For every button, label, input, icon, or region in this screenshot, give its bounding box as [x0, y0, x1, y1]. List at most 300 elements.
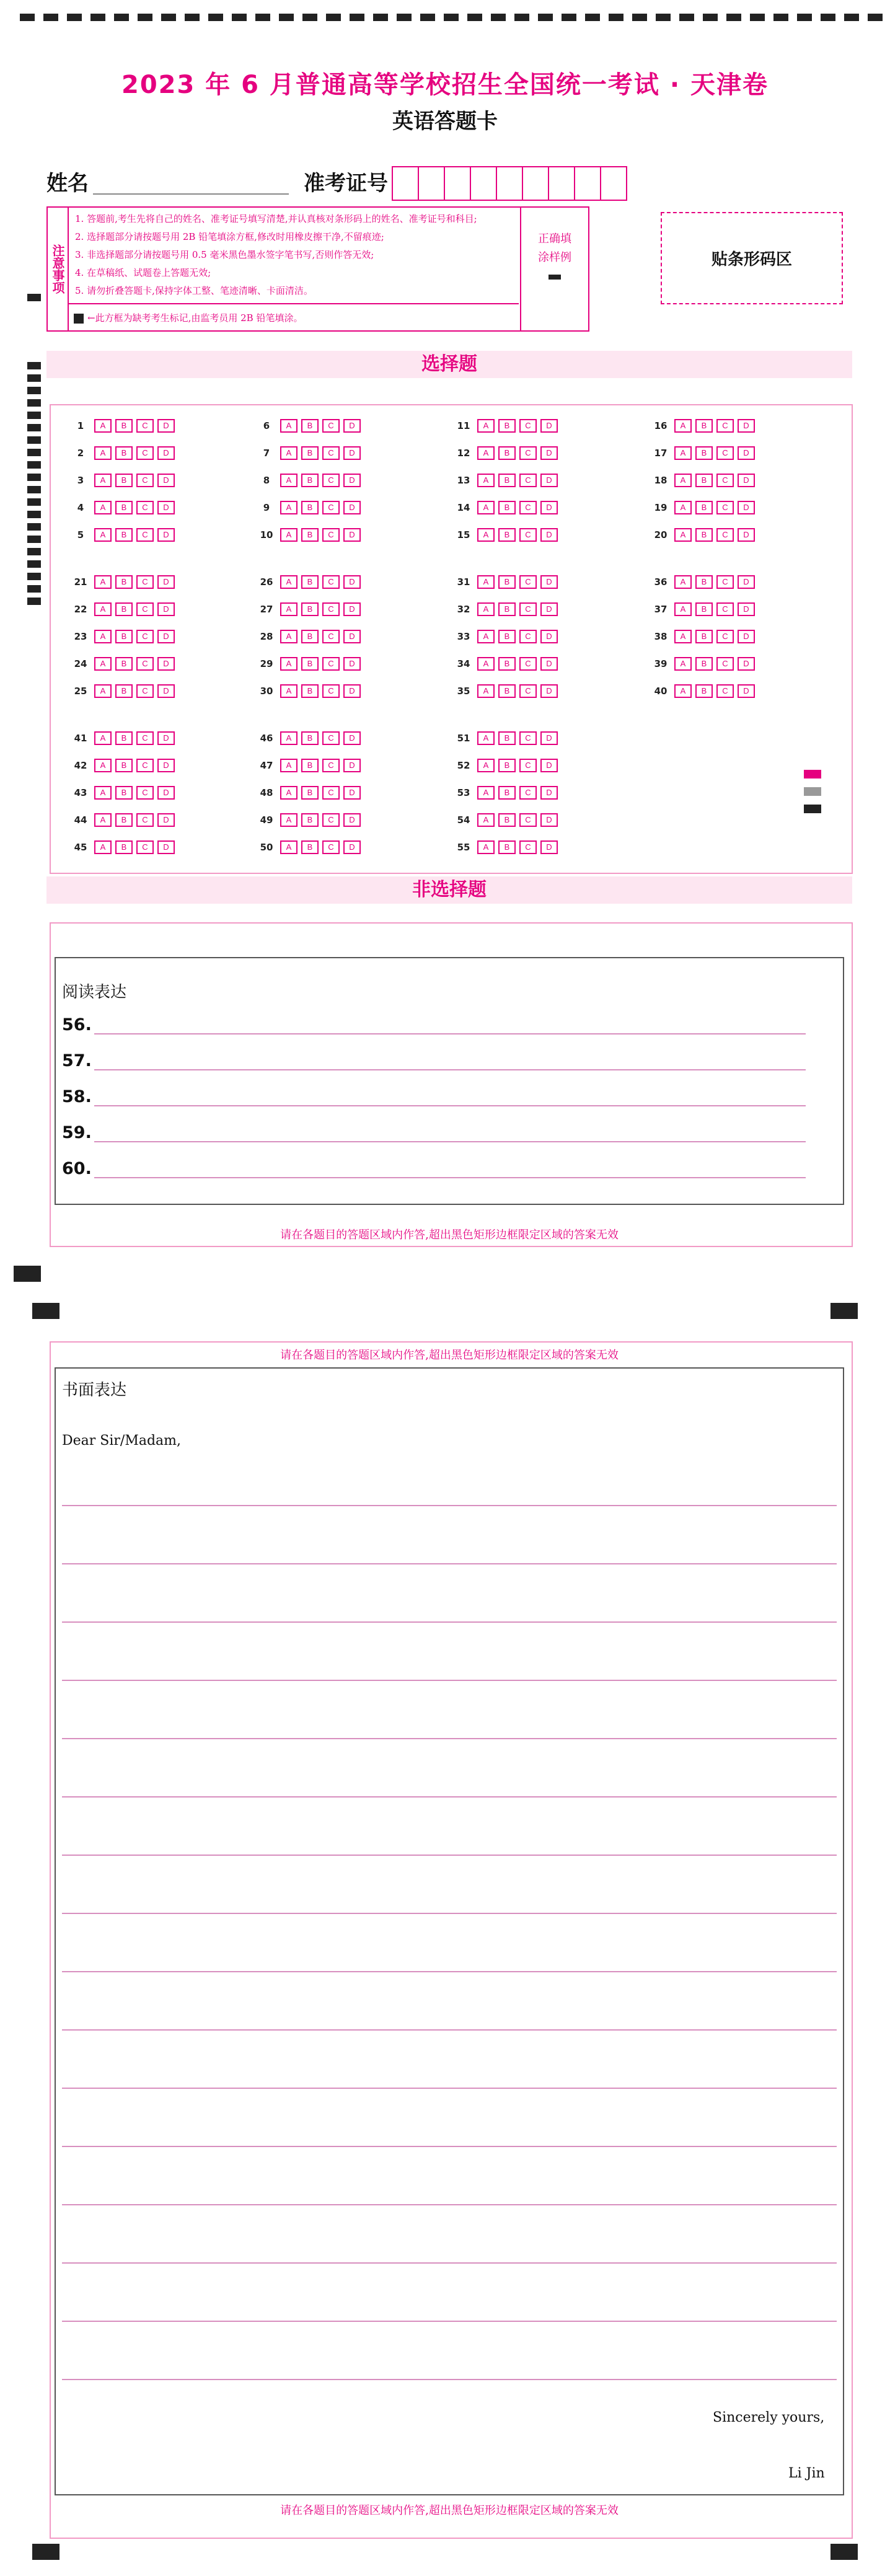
option-bubble-b[interactable]: B: [301, 840, 319, 854]
option-bubble-c[interactable]: C: [716, 630, 734, 643]
id-label: 准考证号: [304, 171, 388, 196]
option-bubble-b[interactable]: B: [301, 786, 319, 800]
option-bubble-d[interactable]: D: [738, 501, 755, 514]
reading-answer-row[interactable]: [62, 1159, 806, 1178]
option-bubble-a[interactable]: A: [280, 759, 297, 772]
timing-mark: [373, 14, 388, 21]
option-bubble-d[interactable]: D: [157, 731, 175, 745]
reading-answer-row[interactable]: [62, 1123, 806, 1142]
timing-mark: [538, 14, 553, 21]
question-row: [67, 657, 178, 671]
question-row: [253, 501, 364, 514]
option-bubble-c[interactable]: C: [519, 575, 537, 589]
writing-line[interactable]: [62, 2379, 837, 2380]
timing-mark: [609, 14, 623, 21]
writing-line[interactable]: [62, 1563, 837, 1564]
option-bubble-d[interactable]: D: [540, 630, 558, 643]
option-bubble-b[interactable]: B: [498, 602, 516, 616]
question-number: 54: [457, 814, 470, 826]
option-bubble-d[interactable]: D: [343, 840, 361, 854]
option-bubble-c[interactable]: C: [136, 657, 154, 671]
option-bubble-c[interactable]: C: [136, 840, 154, 854]
option-bubble-a[interactable]: A: [674, 528, 692, 542]
legend-gray-mark: [804, 787, 821, 796]
option-bubble-a[interactable]: A: [94, 474, 112, 487]
option-bubble-d[interactable]: D: [343, 528, 361, 542]
option-bubble-d[interactable]: D: [540, 813, 558, 827]
option-bubble-a[interactable]: A: [94, 528, 112, 542]
timing-mark: [831, 1303, 858, 1319]
option-bubble-c[interactable]: C: [322, 575, 340, 589]
question-number: 53: [457, 787, 470, 798]
option-bubble-b[interactable]: B: [115, 602, 133, 616]
option-bubble-c[interactable]: C: [716, 446, 734, 460]
option-bubble-d[interactable]: D: [738, 446, 755, 460]
question-row: [450, 528, 562, 542]
question-row: [253, 813, 364, 827]
option-bubble-c[interactable]: C: [136, 575, 154, 589]
option-bubble-c[interactable]: C: [322, 501, 340, 514]
option-bubble-d[interactable]: D: [157, 786, 175, 800]
option-bubble-a[interactable]: A: [477, 759, 495, 772]
option-bubble-d[interactable]: D: [157, 446, 175, 460]
option-bubble-c[interactable]: C: [136, 813, 154, 827]
option-bubble-a[interactable]: A: [477, 657, 495, 671]
id-number-boxes[interactable]: [392, 166, 627, 201]
option-bubble-d[interactable]: D: [343, 759, 361, 772]
option-bubble-b[interactable]: B: [695, 419, 713, 433]
option-bubble-d[interactable]: D: [343, 602, 361, 616]
option-bubble-c[interactable]: C: [519, 657, 537, 671]
option-bubble-b[interactable]: B: [695, 684, 713, 698]
timing-mark: [27, 362, 41, 369]
option-bubble-b[interactable]: B: [695, 657, 713, 671]
option-bubble-b[interactable]: B: [498, 501, 516, 514]
name-field[interactable]: [93, 193, 289, 195]
timing-mark: [750, 14, 765, 21]
option-bubble-b[interactable]: B: [498, 786, 516, 800]
option-bubble-a[interactable]: A: [280, 630, 297, 643]
option-bubble-b[interactable]: B: [301, 630, 319, 643]
option-bubble-d[interactable]: D: [157, 528, 175, 542]
question-row: [450, 474, 562, 487]
option-bubble-a[interactable]: A: [477, 786, 495, 800]
option-bubble-b[interactable]: B: [695, 528, 713, 542]
option-bubble-d[interactable]: D: [343, 786, 361, 800]
option-bubble-c[interactable]: C: [519, 528, 537, 542]
option-bubble-b[interactable]: B: [498, 630, 516, 643]
question-row: [450, 657, 562, 671]
question-number: 3: [77, 475, 84, 486]
timing-mark: [255, 14, 270, 21]
note-item: 1. 答题前,考生先将自己的姓名、准考证号填写清楚,并认真核对条形码上的姓名、准考证号和科目;: [75, 213, 477, 224]
timing-mark: [90, 14, 105, 21]
option-bubble-c[interactable]: C: [716, 657, 734, 671]
option-bubble-d[interactable]: D: [157, 474, 175, 487]
option-bubble-b[interactable]: B: [498, 759, 516, 772]
option-bubble-b[interactable]: B: [301, 528, 319, 542]
option-bubble-d[interactable]: D: [343, 501, 361, 514]
option-bubble-d[interactable]: D: [540, 528, 558, 542]
timing-mark: [350, 14, 364, 21]
option-bubble-c[interactable]: C: [519, 840, 537, 854]
option-bubble-b[interactable]: B: [695, 630, 713, 643]
timing-mark: [27, 474, 41, 481]
option-bubble-c[interactable]: C: [519, 731, 537, 745]
writing-line[interactable]: [62, 2321, 837, 2322]
option-bubble-a[interactable]: A: [94, 419, 112, 433]
option-bubble-c[interactable]: C: [136, 528, 154, 542]
timing-mark: [27, 585, 41, 593]
option-bubble-d[interactable]: D: [540, 602, 558, 616]
option-bubble-b[interactable]: B: [115, 575, 133, 589]
question-row: [647, 474, 759, 487]
option-bubble-d[interactable]: D: [157, 657, 175, 671]
option-bubble-c[interactable]: C: [322, 630, 340, 643]
page-subtitle: 英语答题卡: [392, 109, 498, 134]
fill-sample-label: 正确填涂样例: [538, 232, 571, 264]
answer-line[interactable]: [94, 1129, 806, 1142]
option-bubble-c[interactable]: C: [322, 528, 340, 542]
option-bubble-c[interactable]: C: [519, 630, 537, 643]
option-bubble-b[interactable]: B: [301, 474, 319, 487]
option-bubble-b[interactable]: B: [301, 575, 319, 589]
option-bubble-b[interactable]: B: [115, 528, 133, 542]
option-bubble-d[interactable]: D: [540, 501, 558, 514]
option-bubble-c[interactable]: C: [716, 501, 734, 514]
option-bubble-c[interactable]: C: [322, 684, 340, 698]
option-bubble-d[interactable]: D: [157, 684, 175, 698]
option-bubble-b[interactable]: B: [301, 602, 319, 616]
writing-line[interactable]: [62, 1855, 837, 1856]
option-bubble-c[interactable]: C: [519, 684, 537, 698]
option-bubble-a[interactable]: A: [674, 602, 692, 616]
option-bubble-c[interactable]: C: [322, 419, 340, 433]
option-bubble-a[interactable]: A: [94, 786, 112, 800]
option-bubble-b[interactable]: B: [301, 657, 319, 671]
option-bubble-a[interactable]: A: [674, 684, 692, 698]
option-bubble-d[interactable]: D: [540, 657, 558, 671]
option-bubble-b[interactable]: B: [115, 813, 133, 827]
option-bubble-b[interactable]: B: [498, 731, 516, 745]
option-bubble-b[interactable]: B: [301, 813, 319, 827]
question-number: 14: [457, 502, 470, 513]
option-bubble-a[interactable]: A: [674, 575, 692, 589]
option-bubble-a[interactable]: A: [280, 684, 297, 698]
option-bubble-b[interactable]: B: [498, 840, 516, 854]
option-bubble-c[interactable]: C: [716, 474, 734, 487]
option-bubble-d[interactable]: D: [343, 630, 361, 643]
question-number: 50: [260, 842, 273, 853]
option-bubble-d[interactable]: D: [157, 759, 175, 772]
answer-area-warning: 请在各题目的答题区域内作答,超出黑色矩形边框限定区域的答案无效: [280, 2504, 619, 2517]
question-row: [253, 684, 364, 698]
note-item: 3. 非选择题部分请按题号用 0.5 毫米黑色墨水签字笔书写,否则作答无效;: [75, 249, 374, 260]
answer-line[interactable]: [94, 1021, 806, 1034]
option-bubble-b[interactable]: B: [695, 446, 713, 460]
option-bubble-b[interactable]: B: [115, 684, 133, 698]
option-bubble-b[interactable]: B: [695, 474, 713, 487]
answer-line[interactable]: [94, 1093, 806, 1106]
option-bubble-b[interactable]: B: [301, 501, 319, 514]
question-row: [253, 446, 364, 460]
option-bubble-b[interactable]: B: [301, 419, 319, 433]
option-bubble-d[interactable]: D: [343, 419, 361, 433]
question-number: 21: [74, 576, 87, 588]
option-bubble-b[interactable]: B: [301, 759, 319, 772]
option-bubble-a[interactable]: A: [477, 630, 495, 643]
option-bubble-d[interactable]: D: [738, 528, 755, 542]
option-bubble-a[interactable]: A: [94, 602, 112, 616]
option-bubble-b[interactable]: B: [115, 759, 133, 772]
option-bubble-a[interactable]: A: [280, 501, 297, 514]
option-bubble-c[interactable]: C: [716, 419, 734, 433]
option-bubble-a[interactable]: A: [94, 731, 112, 745]
option-bubble-d[interactable]: D: [157, 602, 175, 616]
reading-answer-row[interactable]: [62, 1087, 806, 1106]
option-bubble-d[interactable]: D: [343, 446, 361, 460]
option-bubble-b[interactable]: B: [498, 446, 516, 460]
writing-line[interactable]: [62, 1971, 837, 1972]
option-bubble-a[interactable]: A: [280, 813, 297, 827]
option-bubble-c[interactable]: C: [519, 813, 537, 827]
question-row: [450, 419, 562, 433]
name-label: 姓名: [46, 171, 89, 196]
option-bubble-a[interactable]: A: [280, 602, 297, 616]
writing-line[interactable]: [62, 2204, 837, 2205]
reading-answer-row[interactable]: [62, 1051, 806, 1070]
writing-line[interactable]: [62, 1505, 837, 1506]
option-bubble-a[interactable]: A: [674, 419, 692, 433]
option-bubble-c[interactable]: C: [519, 602, 537, 616]
option-bubble-c[interactable]: C: [136, 684, 154, 698]
option-bubble-c[interactable]: C: [136, 786, 154, 800]
option-bubble-c[interactable]: C: [136, 419, 154, 433]
option-bubble-c[interactable]: C: [322, 657, 340, 671]
option-bubble-d[interactable]: D: [540, 446, 558, 460]
option-bubble-c[interactable]: C: [519, 419, 537, 433]
option-bubble-b[interactable]: B: [695, 575, 713, 589]
option-bubble-b[interactable]: B: [498, 657, 516, 671]
option-bubble-b[interactable]: B: [115, 630, 133, 643]
option-bubble-c[interactable]: C: [322, 446, 340, 460]
option-bubble-c[interactable]: C: [519, 474, 537, 487]
option-bubble-a[interactable]: A: [280, 419, 297, 433]
option-bubble-a[interactable]: A: [280, 528, 297, 542]
option-bubble-d[interactable]: D: [157, 501, 175, 514]
question-number: 18: [654, 475, 668, 486]
option-bubble-b[interactable]: B: [695, 602, 713, 616]
option-bubble-d[interactable]: D: [157, 630, 175, 643]
option-bubble-a[interactable]: A: [477, 813, 495, 827]
option-bubble-b[interactable]: B: [115, 840, 133, 854]
option-bubble-c[interactable]: C: [136, 731, 154, 745]
timing-mark: [831, 2544, 858, 2560]
option-bubble-a[interactable]: A: [477, 446, 495, 460]
option-bubble-a[interactable]: A: [280, 840, 297, 854]
option-bubble-d[interactable]: D: [540, 786, 558, 800]
option-bubble-a[interactable]: A: [94, 630, 112, 643]
question-number: 35: [457, 686, 470, 697]
option-bubble-d[interactable]: D: [540, 419, 558, 433]
question-number: 28: [260, 631, 273, 642]
option-bubble-a[interactable]: A: [94, 759, 112, 772]
option-bubble-a[interactable]: A: [280, 575, 297, 589]
option-bubble-a[interactable]: A: [477, 602, 495, 616]
option-bubble-d[interactable]: D: [540, 840, 558, 854]
writing-line[interactable]: [62, 2146, 837, 2147]
option-bubble-d[interactable]: D: [343, 731, 361, 745]
option-bubble-c[interactable]: C: [716, 684, 734, 698]
option-bubble-b[interactable]: B: [695, 501, 713, 514]
option-bubble-c[interactable]: C: [519, 446, 537, 460]
timing-mark: [844, 14, 859, 21]
option-bubble-c[interactable]: C: [519, 759, 537, 772]
option-bubble-c[interactable]: C: [322, 840, 340, 854]
option-bubble-c[interactable]: C: [322, 813, 340, 827]
option-bubble-a[interactable]: A: [280, 474, 297, 487]
question-row: [253, 630, 364, 643]
option-bubble-d[interactable]: D: [738, 474, 755, 487]
option-bubble-b[interactable]: B: [498, 419, 516, 433]
option-bubble-d[interactable]: D: [343, 575, 361, 589]
option-bubble-c[interactable]: C: [136, 446, 154, 460]
option-bubble-d[interactable]: D: [738, 602, 755, 616]
option-bubble-a[interactable]: A: [477, 419, 495, 433]
writing-line[interactable]: [62, 2262, 837, 2264]
option-bubble-a[interactable]: A: [280, 786, 297, 800]
writing-line[interactable]: [62, 2029, 837, 2031]
option-bubble-a[interactable]: A: [280, 446, 297, 460]
option-bubble-d[interactable]: D: [738, 657, 755, 671]
option-bubble-a[interactable]: A: [94, 840, 112, 854]
option-bubble-b[interactable]: B: [115, 419, 133, 433]
option-bubble-b[interactable]: B: [498, 575, 516, 589]
option-bubble-a[interactable]: A: [280, 657, 297, 671]
option-bubble-d[interactable]: D: [343, 657, 361, 671]
question-number: 12: [457, 448, 470, 459]
absent-checkbox[interactable]: [74, 314, 84, 324]
option-bubble-a[interactable]: A: [674, 630, 692, 643]
option-bubble-b[interactable]: B: [115, 446, 133, 460]
timing-mark: [797, 14, 812, 21]
note-item: 2. 选择题部分请按题号用 2B 铅笔填涂方框,修改时用橡皮擦干净,不留痕迹;: [75, 231, 384, 242]
option-bubble-b[interactable]: B: [301, 731, 319, 745]
option-bubble-b[interactable]: B: [115, 474, 133, 487]
timing-mark: [27, 294, 41, 301]
option-bubble-b[interactable]: B: [115, 657, 133, 671]
option-bubble-c[interactable]: C: [322, 602, 340, 616]
question-number: 43: [74, 787, 87, 798]
option-bubble-b[interactable]: B: [301, 684, 319, 698]
option-bubble-a[interactable]: A: [674, 446, 692, 460]
option-bubble-b[interactable]: B: [115, 731, 133, 745]
option-bubble-d[interactable]: D: [540, 474, 558, 487]
option-bubble-b[interactable]: B: [301, 446, 319, 460]
option-bubble-a[interactable]: A: [674, 474, 692, 487]
option-bubble-d[interactable]: D: [157, 813, 175, 827]
note-item: 4. 在草稿纸、试题卷上答题无效;: [75, 267, 211, 278]
timing-mark: [27, 498, 41, 506]
option-bubble-d[interactable]: D: [157, 840, 175, 854]
option-bubble-c[interactable]: C: [716, 602, 734, 616]
option-bubble-a[interactable]: A: [94, 684, 112, 698]
option-bubble-c[interactable]: C: [322, 759, 340, 772]
writing-line[interactable]: [62, 1796, 837, 1797]
option-bubble-c[interactable]: C: [136, 501, 154, 514]
option-bubble-d[interactable]: D: [738, 630, 755, 643]
option-bubble-a[interactable]: A: [94, 446, 112, 460]
option-bubble-a[interactable]: A: [477, 501, 495, 514]
option-bubble-d[interactable]: D: [738, 419, 755, 433]
writing-line[interactable]: [62, 1738, 837, 1739]
option-bubble-c[interactable]: C: [519, 786, 537, 800]
option-bubble-c[interactable]: C: [136, 759, 154, 772]
option-bubble-a[interactable]: A: [94, 501, 112, 514]
option-bubble-d[interactable]: D: [343, 474, 361, 487]
option-bubble-a[interactable]: A: [477, 474, 495, 487]
option-bubble-b[interactable]: B: [115, 501, 133, 514]
option-bubble-a[interactable]: A: [94, 657, 112, 671]
writing-line[interactable]: [62, 2088, 837, 2089]
option-bubble-c[interactable]: C: [136, 630, 154, 643]
option-bubble-d[interactable]: D: [738, 575, 755, 589]
option-bubble-d[interactable]: D: [540, 575, 558, 589]
writing-line[interactable]: [62, 1621, 837, 1623]
option-bubble-b[interactable]: B: [498, 528, 516, 542]
option-bubble-d[interactable]: D: [157, 575, 175, 589]
option-bubble-b[interactable]: B: [498, 684, 516, 698]
option-bubble-c[interactable]: C: [322, 474, 340, 487]
reading-answer-row[interactable]: [62, 1015, 806, 1034]
answer-line[interactable]: [94, 1057, 806, 1070]
option-bubble-c[interactable]: C: [136, 474, 154, 487]
option-bubble-a[interactable]: A: [477, 731, 495, 745]
question-row: [450, 731, 562, 745]
option-bubble-d[interactable]: D: [157, 419, 175, 433]
answer-line[interactable]: [94, 1165, 806, 1178]
option-bubble-d[interactable]: D: [738, 684, 755, 698]
option-bubble-c[interactable]: C: [136, 602, 154, 616]
option-bubble-c[interactable]: C: [716, 528, 734, 542]
option-bubble-a[interactable]: A: [477, 528, 495, 542]
question-row: [253, 419, 364, 433]
option-bubble-a[interactable]: A: [674, 501, 692, 514]
option-bubble-d[interactable]: D: [540, 731, 558, 745]
option-bubble-c[interactable]: C: [716, 575, 734, 589]
writing-line[interactable]: [62, 1680, 837, 1681]
option-bubble-a[interactable]: A: [280, 731, 297, 745]
question-number: 16: [654, 420, 668, 431]
option-bubble-b[interactable]: B: [498, 474, 516, 487]
option-bubble-a[interactable]: A: [477, 575, 495, 589]
option-bubble-a[interactable]: A: [674, 657, 692, 671]
option-bubble-a[interactable]: A: [94, 575, 112, 589]
option-bubble-a[interactable]: A: [477, 840, 495, 854]
option-bubble-d[interactable]: D: [540, 684, 558, 698]
writing-line[interactable]: [62, 1913, 837, 1914]
option-bubble-c[interactable]: C: [322, 731, 340, 745]
option-bubble-d[interactable]: D: [540, 759, 558, 772]
option-bubble-c[interactable]: C: [519, 501, 537, 514]
option-bubble-a[interactable]: A: [477, 684, 495, 698]
option-bubble-a[interactable]: A: [94, 813, 112, 827]
option-bubble-c[interactable]: C: [322, 786, 340, 800]
option-bubble-d[interactable]: D: [343, 813, 361, 827]
option-bubble-b[interactable]: B: [498, 813, 516, 827]
option-bubble-d[interactable]: D: [343, 684, 361, 698]
option-bubble-b[interactable]: B: [115, 786, 133, 800]
